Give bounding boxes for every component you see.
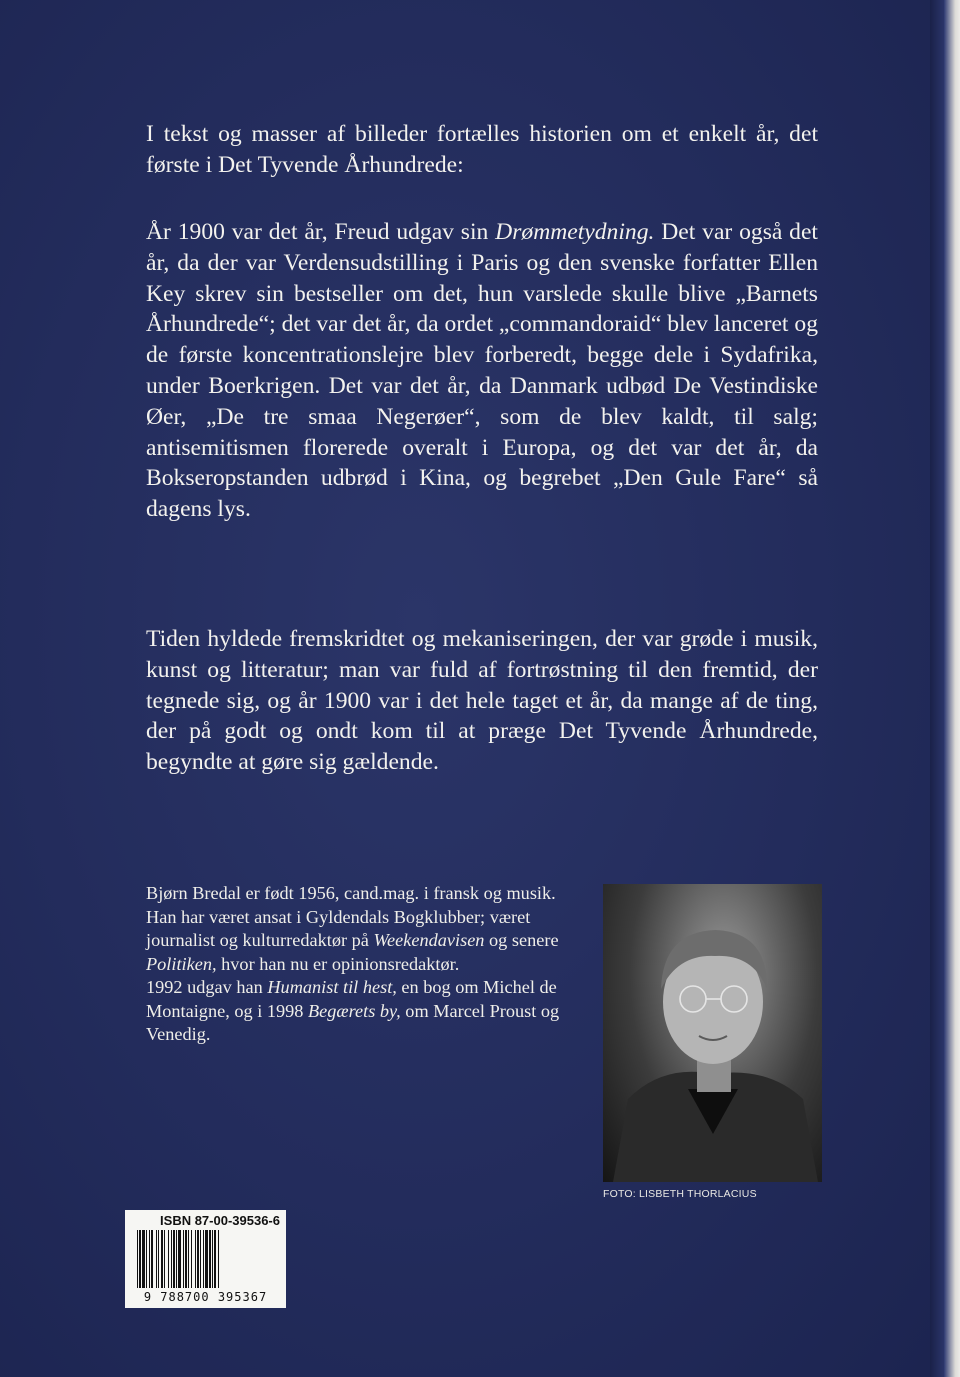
blurb-main-rest: Det var også det år, da der var Verdensudstilling i Paris og den svenske forfatter Ellen Key skrev sin bestseller om det, hun varslede skulle blive „Barnets Århundrede“; det var det år, da ordet „commandoraid“ blev lanceret og de første koncentrationslejre blev forberedt, begge dele i Sydafrika, under Boerkrigen. Det var det år, da Danmark udbød De Vestindiske Øer, „De tre smaa Negerøer“, som de blev kaldt, til salg; antisemitismen florerede overalt i Europa, og det var det år, da Bokseropstanden udbrød i Kina, og begrebet „Den Gule Fare“ så dagens lys. — [146, 219, 818, 523]
barcode-bar — [212, 1230, 213, 1288]
bio-text: om Marcel Proust og Venedig. — [146, 1000, 560, 1044]
barcode-bar — [149, 1230, 150, 1288]
barcode-bar — [205, 1230, 208, 1288]
barcode-bar — [137, 1230, 138, 1288]
blurb-closing: Tiden hyldede fremskridtet og mekaniseringen, der var grøde i musik, kunst og litteratur; man var fuld af fortrøstning til den fremtid, der tegnede sig, og år 1900 var i det hele taget et år, da mange af de ting, der på godt og ondt kom til at præge Det Tyvende Århundrede, begyndte at gøre sig gældende. — [146, 626, 818, 776]
barcode-bars — [129, 1228, 282, 1292]
barcode-bar — [173, 1230, 175, 1288]
blurb-intro: I tekst og masser af billeder fortælles historien om et enkelt år, det første i Det Tyvende Århundrede: — [146, 121, 818, 178]
barcode-bar — [209, 1230, 211, 1288]
book-title: Humanist til hest, — [267, 977, 397, 997]
barcode-bar — [171, 1230, 172, 1288]
barcode-bar — [214, 1230, 216, 1288]
ean-digits: 9 788700 395367 — [143, 1290, 268, 1304]
bio-books — [146, 976, 576, 1047]
barcode-bar — [191, 1230, 192, 1288]
isbn-barcode — [125, 1210, 286, 1308]
barcode-bar — [164, 1230, 165, 1288]
newspaper-title: Weekendavisen — [373, 930, 485, 950]
barcode-bar — [151, 1230, 153, 1288]
author-photo — [603, 884, 822, 1182]
barcode-bar — [218, 1230, 219, 1288]
barcode-bar — [156, 1230, 157, 1288]
barcode-bar — [188, 1230, 189, 1288]
barcode-bar — [139, 1230, 141, 1288]
book-title: Begærets by, — [307, 1000, 401, 1021]
isbn-number: ISBN 87-00-39536-6 — [160, 1213, 280, 1228]
bio-text: Bjørn Bredal er født 1956, cand.mag. i fransk og musik. Han har været ansat i Gyldendals Bogklubber; været journalist og kulturredaktør på — [146, 883, 556, 950]
barcode-bar — [168, 1230, 169, 1288]
barcode-bar — [178, 1230, 181, 1288]
barcode-bar — [185, 1230, 187, 1288]
barcode-bar — [161, 1230, 163, 1288]
book-title-dreams: Drømmetydning. — [495, 219, 655, 245]
barcode-bar — [176, 1230, 177, 1288]
barcode-bar — [183, 1230, 184, 1288]
barcode-bar — [146, 1230, 147, 1288]
newspaper-title: Politiken, — [146, 953, 217, 974]
blurb-main — [146, 217, 818, 525]
page-edge — [944, 0, 960, 1377]
bio-text: en bog om Michel de Montaigne, og i 1998 — [146, 977, 557, 1021]
bio-text: hvor han nu er opinionsredaktør. — [216, 953, 460, 974]
photo-credit: FOTO: LISBETH THORLACIUS — [603, 1188, 757, 1200]
barcode-bar — [200, 1230, 201, 1288]
barcode-bar — [203, 1230, 204, 1288]
barcode-bar — [195, 1230, 196, 1288]
barcode-bar — [158, 1230, 159, 1288]
bio-text: og senere — [484, 930, 559, 950]
bio-career — [146, 882, 576, 976]
author-bio — [146, 882, 576, 1047]
barcode-bar — [197, 1230, 199, 1288]
bio-text: 1992 udgav han — [146, 977, 268, 997]
blurb-main-start: År 1900 var det år, Freud udgav sin — [146, 219, 496, 245]
barcode-bar — [142, 1230, 145, 1288]
